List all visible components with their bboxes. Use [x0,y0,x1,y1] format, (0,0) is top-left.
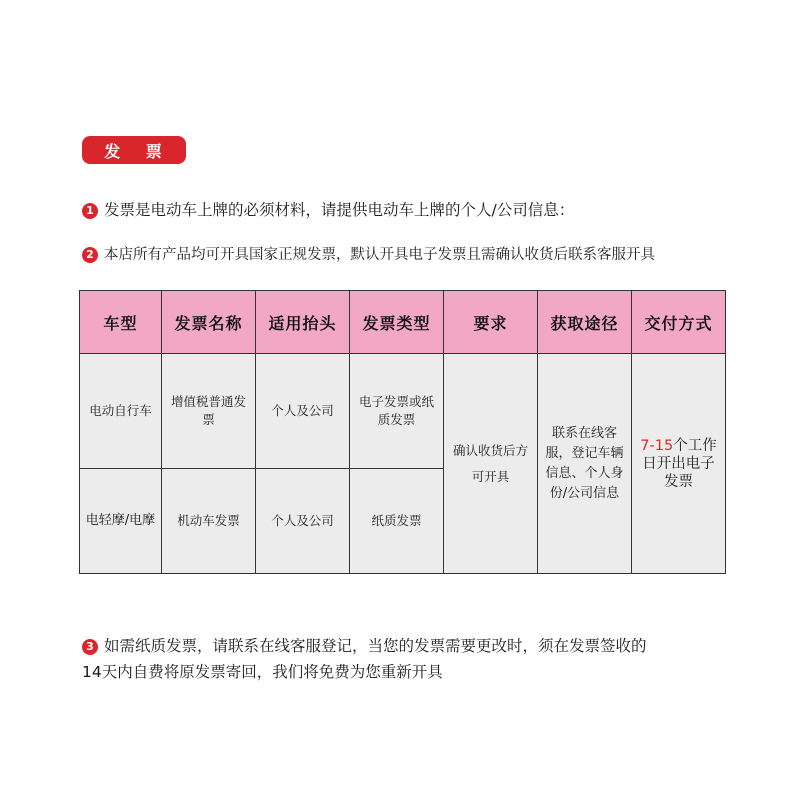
invoice-table [79,290,726,574]
invoice-name-cell: 增值税普通发票 [162,354,256,469]
note-number-badge: 1 [82,203,98,219]
delivery-cell [632,354,726,574]
column-header: 发票类型 [350,291,444,354]
title-cell: 个人及公司 [256,469,350,574]
note-1 [82,197,574,223]
column-header: 适用抬头 [256,291,350,354]
column-header: 发票名称 [162,291,256,354]
channel-cell: 联系在线客服，登记车辆信息、个人身份/公司信息 [538,354,632,574]
note-number-badge: 3 [82,639,98,655]
note-text: 发票是电动车上牌的必须材料，请提供电动车上牌的个人/公司信息： [104,201,575,219]
note-number-badge: 2 [82,247,98,263]
column-header: 要求 [444,291,538,354]
invoice-type-cell: 纸质发票 [350,469,444,574]
invoice-section-badge: 发 票 [82,136,186,164]
note-text-line-1: 如需纸质发票，请联系在线客服登记，当您的发票需要更改时，须在发票签收的 [104,637,647,655]
column-header: 车型 [80,291,162,354]
table-header-row [80,291,726,354]
note-text: 本店所有产品均可开具国家正规发票，默认开具电子发票且需确认收货后联系客服开具 [104,247,655,263]
note-3 [82,633,742,685]
column-header: 交付方式 [632,291,726,354]
delivery-days-highlight: 7-15 [640,437,674,454]
vehicle-cell: 电动自行车 [80,354,162,469]
note-2 [82,242,655,268]
invoice-name-cell: 机动车发票 [162,469,256,574]
invoice-type-cell: 电子发票或纸质发票 [350,354,444,469]
note-text-line-2: 14天内自费将原发票寄回，我们将免费为您重新开具 [82,663,443,681]
table-row [80,354,726,469]
requirement-cell: 确认收货后方可开具 [444,354,538,574]
title-cell: 个人及公司 [256,354,350,469]
vehicle-cell: 电轻摩/电摩 [80,469,162,574]
delivery-text: 个工作日开出电子发票 [642,437,717,490]
column-header: 获取途径 [538,291,632,354]
